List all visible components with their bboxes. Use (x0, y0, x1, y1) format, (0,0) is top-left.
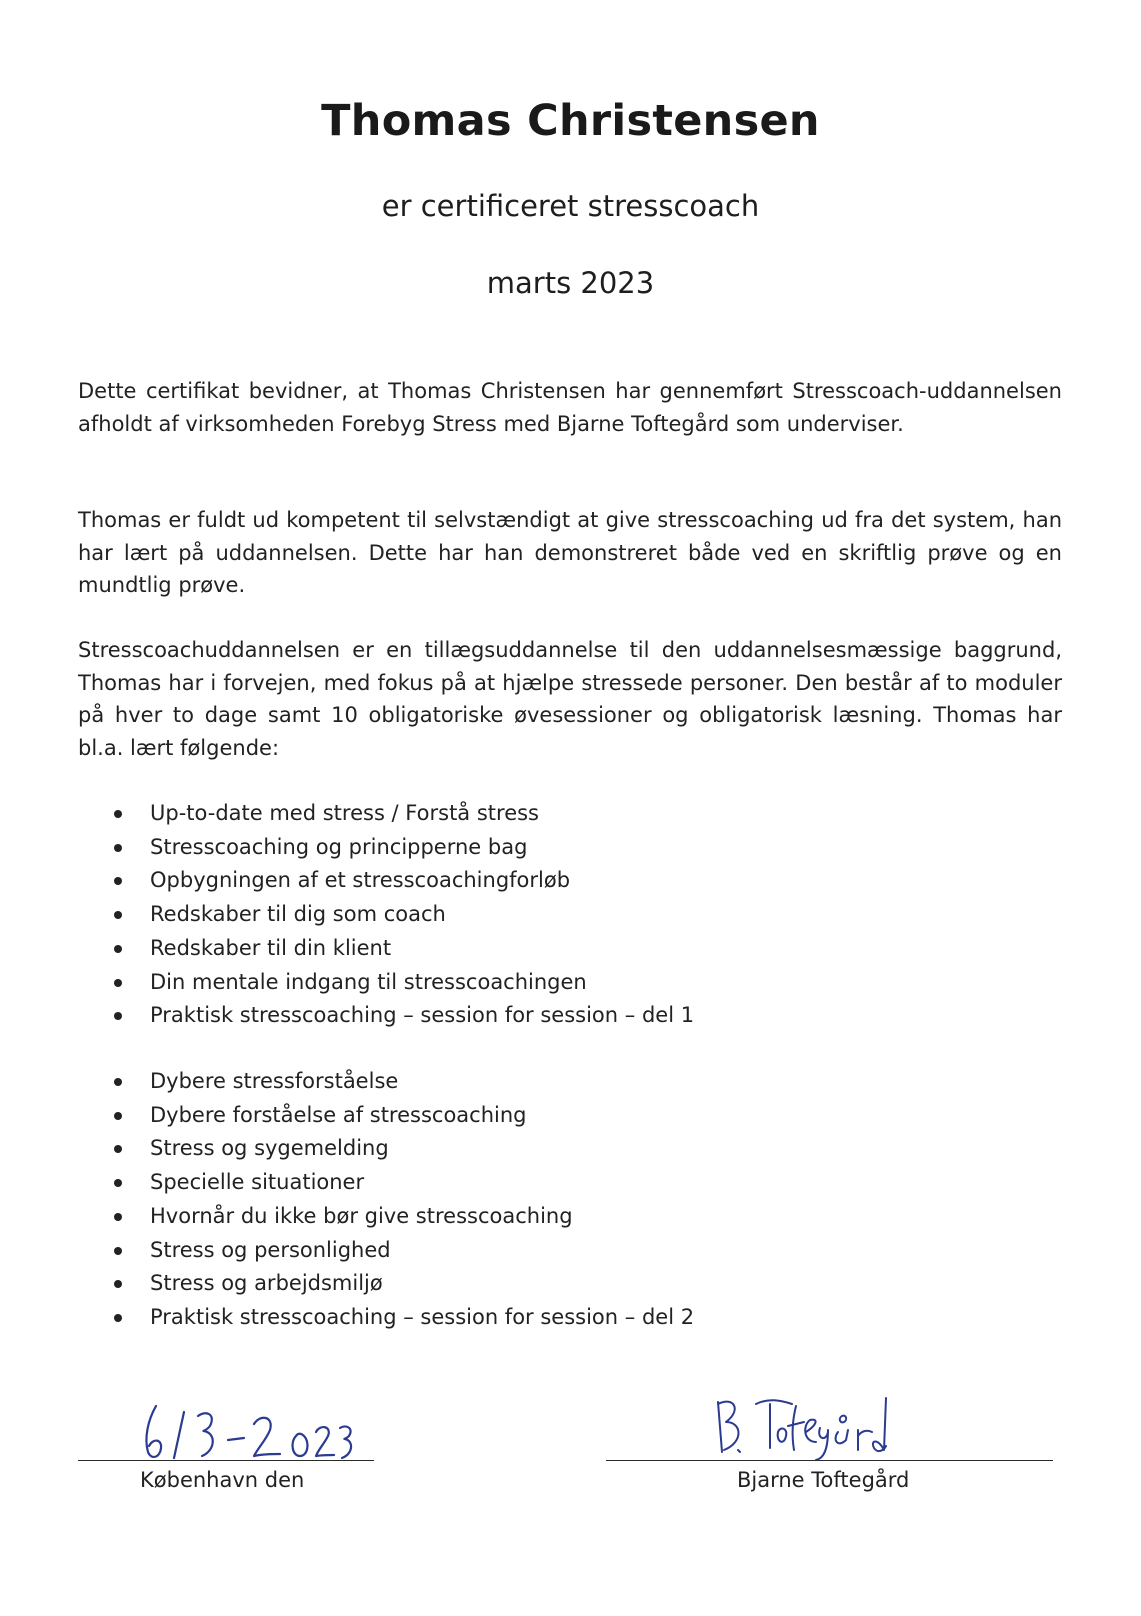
list-item: Praktisk stresscoaching – session for session – del 1 (110, 999, 1010, 1033)
module-2-list (110, 1065, 1010, 1335)
competence-paragraph: Thomas er fuldt ud kompetent til selvstændigt at give stresscoaching ud fra det system, han har lært på uddannelsen. Dette har han demonstreret både ved en skriftlig prøve og en mundtlig prøve. (78, 508, 1062, 597)
bullet-icon (114, 1145, 122, 1153)
signature-image (708, 1392, 908, 1464)
bullet-icon (114, 1179, 122, 1187)
handwritten-date (140, 1398, 360, 1464)
list-item: Up-to-date med stress / Forstå stress (110, 797, 1010, 831)
certificate-subtitle: er certificeret stresscoach (381, 189, 760, 223)
bullet-icon (114, 1012, 122, 1020)
list-item: Redskaber til dig som coach (110, 898, 1010, 932)
bullet-icon (114, 979, 122, 987)
date-signature-line (78, 1460, 374, 1461)
intro-paragraph: Dette certifikat bevidner, at Thomas Christensen har gennemført Stresscoach-uddannelsen afholdt af virksomheden Forebyg Stress med Bjarne Toftegård som underviser. (78, 379, 1062, 436)
bullet-icon (114, 810, 122, 818)
list-item: Stress og personlighed (110, 1234, 1010, 1268)
certificate-date: marts 2023 (486, 266, 655, 300)
education-paragraph: Stresscoachuddannelsen er en tillægsuddannelse til den uddannelsesmæssige baggrund, Thomas har i forvejen, med fokus på at hjælpe stressede personer. Den består af to moduler på hver to dage samt 10 obligatoriske øvesessioner og obligatorisk læsning. Thomas har bl.a. lært følgende: (78, 638, 1062, 760)
signature-line (606, 1460, 1053, 1461)
list-item: Opbygningen af et stresscoachingforløb (110, 864, 1010, 898)
list-item: Stress og arbejdsmiljø (110, 1267, 1010, 1301)
list-item: Praktisk stresscoaching – session for session – del 2 (110, 1301, 1010, 1335)
list-item: Redskaber til din klient (110, 932, 1010, 966)
certificate-name: Thomas Christensen (321, 96, 820, 146)
place-date-caption: København den (140, 1468, 305, 1492)
signatory-name: Bjarne Toftegård (737, 1468, 910, 1492)
bullet-icon (114, 877, 122, 885)
bullet-icon (114, 945, 122, 953)
bullet-icon (114, 1280, 122, 1288)
list-item: Dybere stressforståelse (110, 1065, 1010, 1099)
list-item: Dybere forståelse af stresscoaching (110, 1099, 1010, 1133)
bullet-icon (114, 1314, 122, 1322)
bullet-icon (114, 1112, 122, 1120)
module-1-list (110, 797, 1010, 1033)
bullet-icon (114, 1078, 122, 1086)
list-item: Specielle situationer (110, 1166, 1010, 1200)
bullet-icon (114, 844, 122, 852)
bullet-icon (114, 911, 122, 919)
list-item: Stress og sygemelding (110, 1132, 1010, 1166)
bullet-icon (114, 1247, 122, 1255)
list-item: Stresscoaching og principperne bag (110, 831, 1010, 865)
list-item: Din mentale indgang til stresscoachingen (110, 966, 1010, 1000)
bullet-icon (114, 1213, 122, 1221)
list-item: Hvornår du ikke bør give stresscoaching (110, 1200, 1010, 1234)
